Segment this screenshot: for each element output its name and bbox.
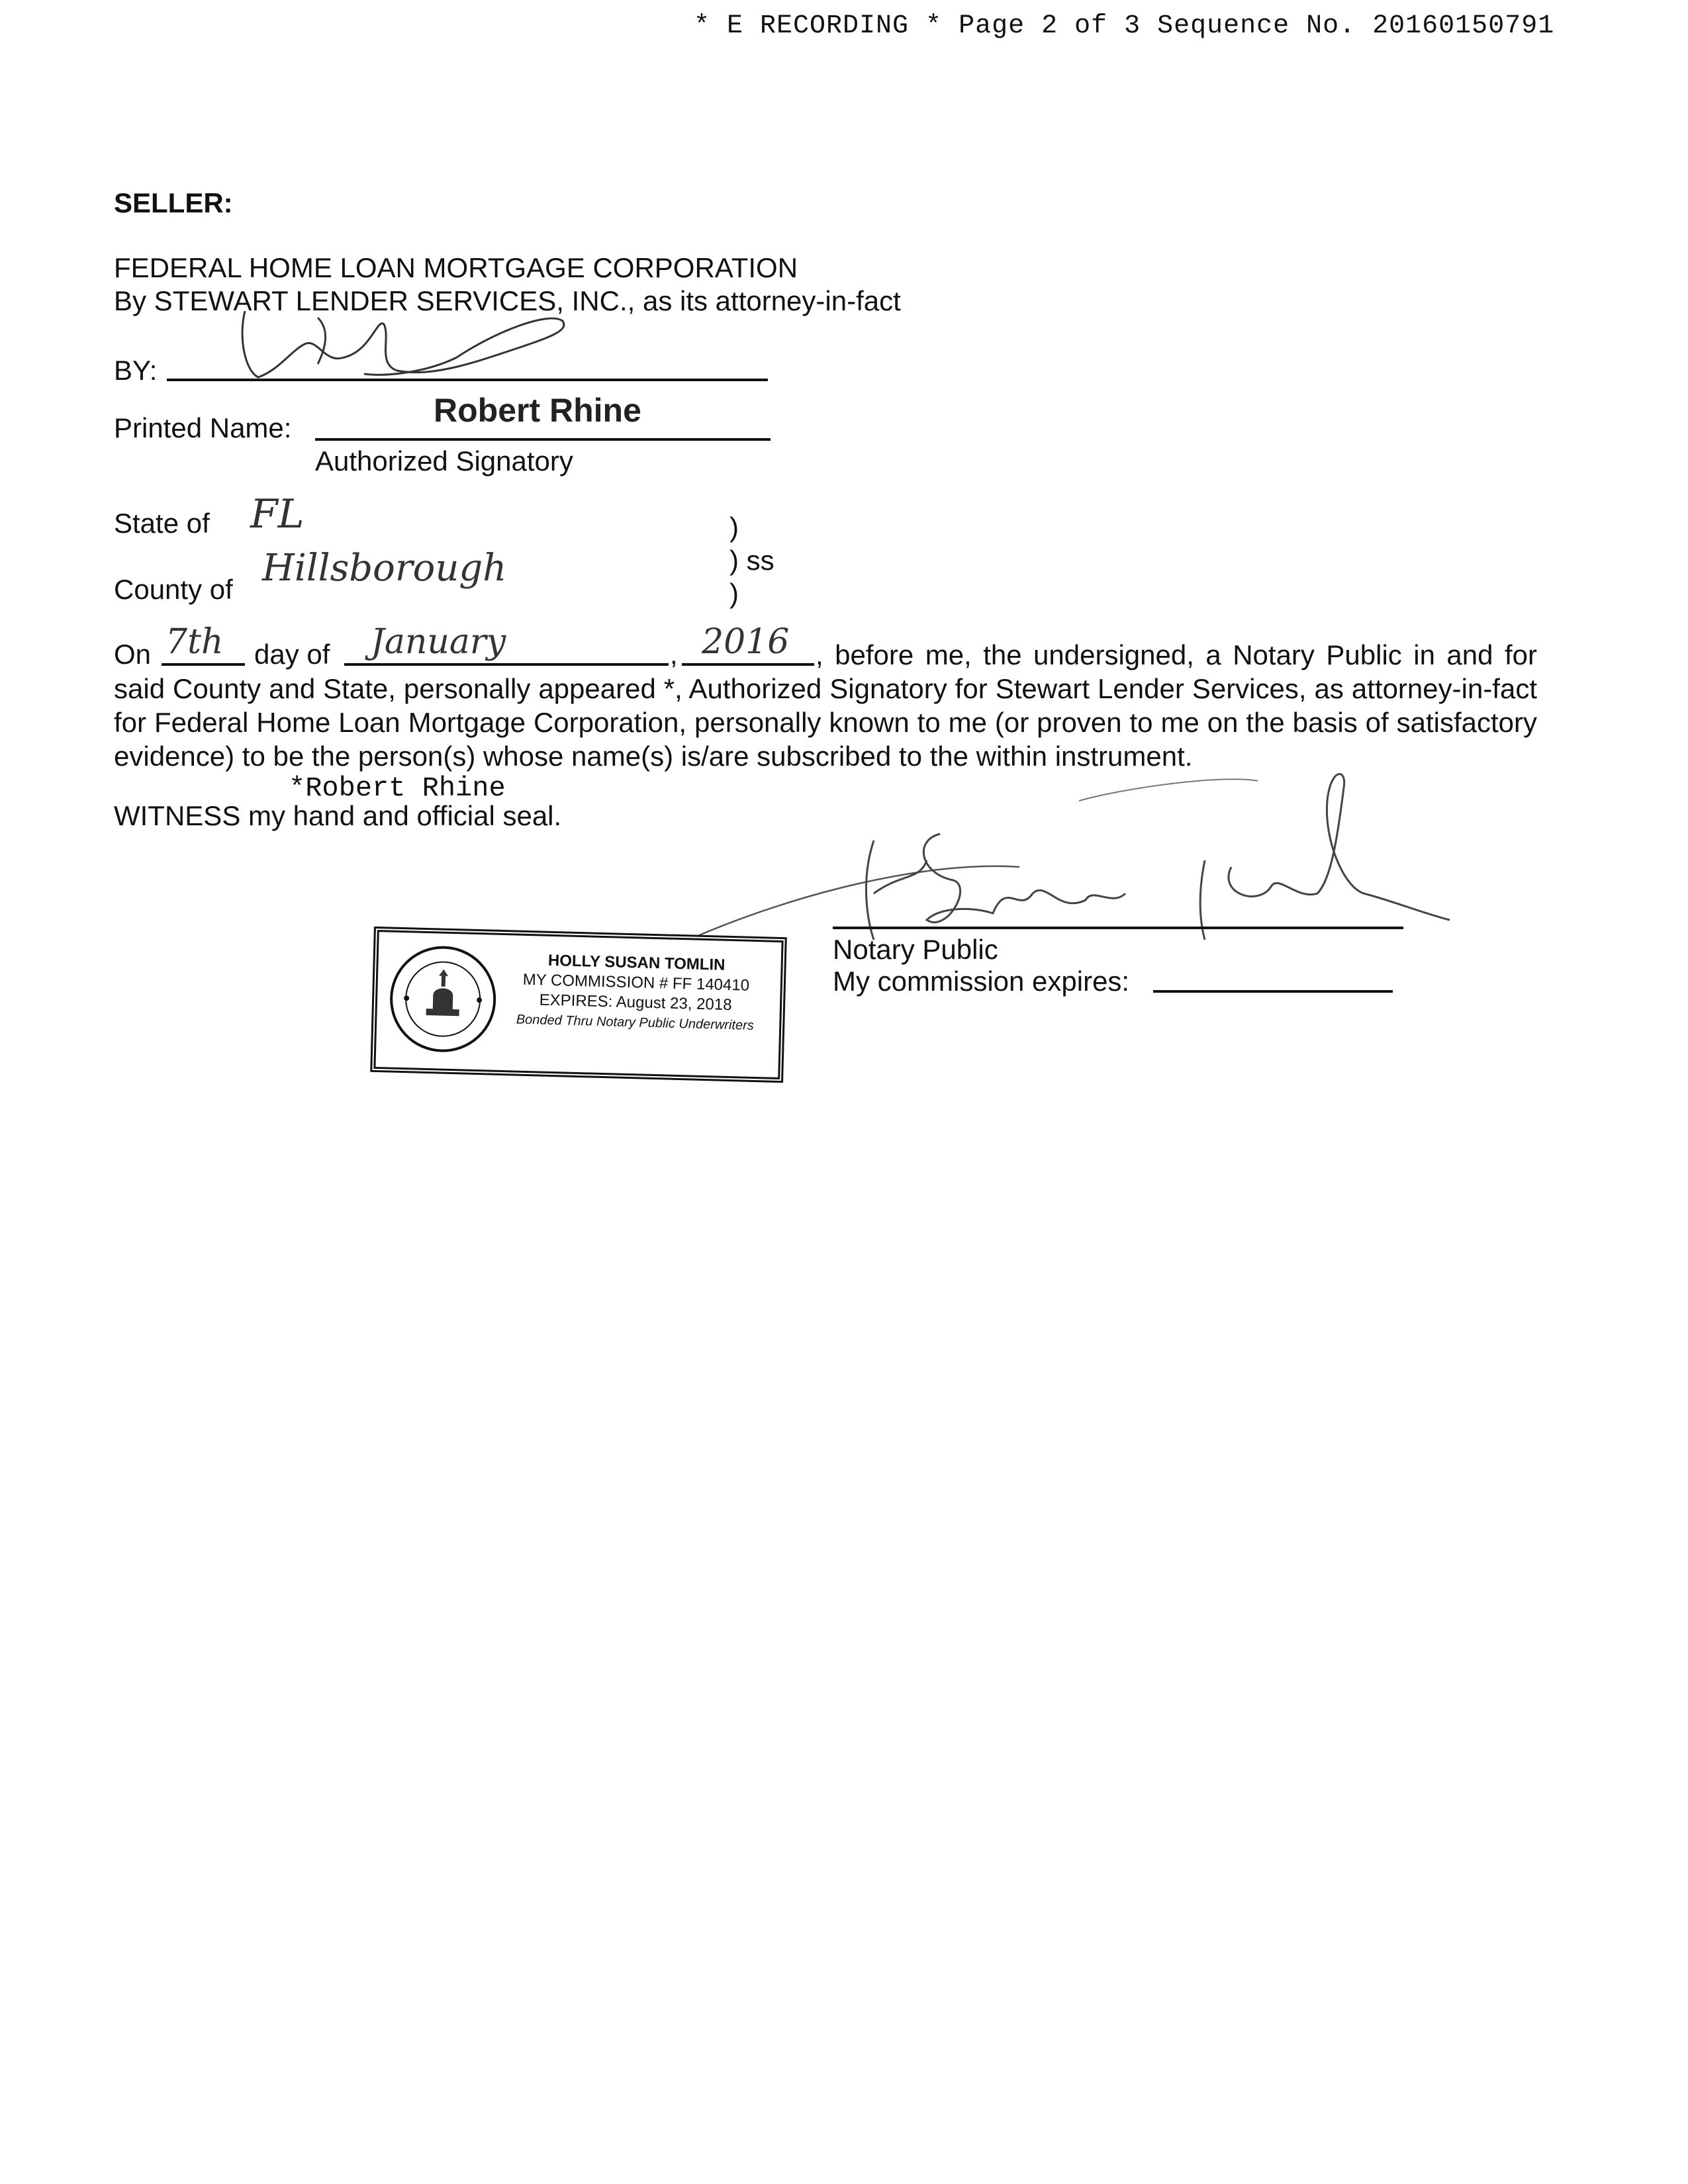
venue-ss: ) ss <box>729 545 774 576</box>
notary-signature-line <box>833 927 1403 929</box>
acknowledgment-body: , before me, the undersigned, a Notary Public in and for said County and State, personally appeared *, Authorized Signatory for Stewart Lender Services, as attorney-in-fact for Federal Home Loan Mortgage Corporation, personally known to me (or proven to me on the basis of satisfactory evidence) to be the person(s) whose name(s) is/are subscribed to the within instrument. <box>114 639 1537 772</box>
on-label: On <box>114 639 152 670</box>
seller-company: FEDERAL HOME LOAN MORTGAGE CORPORATION <box>114 252 798 283</box>
commission-expires-line <box>1153 990 1393 993</box>
notary-signature <box>662 761 1483 960</box>
county-handwritten: Hillsborough <box>262 547 507 590</box>
printed-name-value: Robert Rhine <box>434 392 641 429</box>
signatory-title: Authorized Signatory <box>315 445 573 477</box>
county-label: County of <box>114 574 233 605</box>
asterisk-name: *Robert Rhine <box>289 772 506 804</box>
by-label: BY: <box>114 355 158 386</box>
notary-public-label: Notary Public <box>833 934 998 965</box>
seller-by-line: By STEWART LENDER SERVICES, INC., as its attorney-in-fact <box>114 285 901 316</box>
venue-paren-bottom: ) <box>729 578 739 609</box>
stamp-name: HOLLY SUSAN TOMLIN <box>547 951 726 974</box>
day-handwritten: 7th <box>165 622 224 662</box>
printed-name-label: Printed Name: <box>114 412 292 443</box>
venue-paren-top: ) <box>729 512 739 543</box>
comma: , <box>670 639 678 670</box>
month-handwritten: January <box>371 622 506 662</box>
day-of-label: day of <box>254 639 330 670</box>
stamp-expires: EXPIRES: August 23, 2018 <box>539 991 732 1015</box>
stamp-bonded: Bonded Thru Notary Public Underwriters <box>516 1012 755 1033</box>
notary-stamp <box>370 927 787 1083</box>
recording-header: * E RECORDING * Page 2 of 3 Sequence No. 20160150791 <box>694 11 1555 41</box>
state-seal-icon <box>385 941 500 1056</box>
printed-name-line <box>315 438 771 441</box>
stamp-commission: MY COMMISSION # FF 140410 <box>522 970 750 995</box>
state-handwritten: FL <box>250 491 305 537</box>
witness-line: WITNESS my hand and official seal. <box>114 800 562 831</box>
year-handwritten: 2016 <box>702 622 790 662</box>
seller-signature <box>218 291 589 397</box>
commission-expires-label: My commission expires: <box>833 966 1130 997</box>
state-label: State of <box>114 508 210 539</box>
seller-heading: SELLER: <box>114 187 233 218</box>
